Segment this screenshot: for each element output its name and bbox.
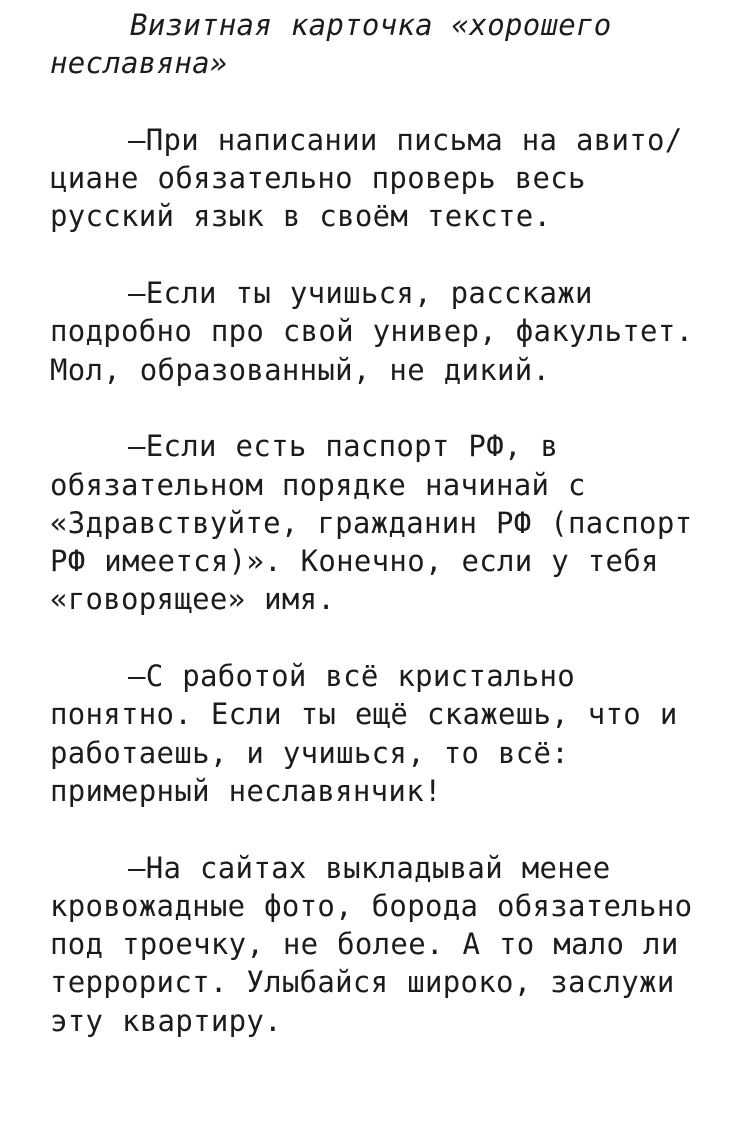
paragraph-passport: —Если есть паспорт РФ, в обязательном порядке начинай с «Здравствуйте, гражданин РФ (паспорт РФ имеется)». Конечно, если у тебя «говорящее» имя. bbox=[50, 429, 693, 617]
document-body bbox=[50, 6, 720, 1040]
paragraph-photos: —На сайтах выкладывай менее кровожадные фото, борода обязательно под троечку, не более. А то мало ли террорист. Улыбайся широко, заслужи эту квартиру. bbox=[50, 850, 693, 1038]
document-title: Визитная карточка «хорошего неславяна» bbox=[50, 8, 612, 81]
paragraph-spelling: —При написании письма на авито/циане обязательно проверь весь русский язык в своём тексте. bbox=[50, 122, 683, 234]
paragraph-work: —С работой всё кристально понятно. Если ты ещё скажешь, что и работаешь, и учишься, то всё: примерный неславянчик! bbox=[50, 659, 678, 808]
paragraph-studies: —Если ты учишься, расскажи подробно про свой универ, факультет. Мол, образованный, не дикий. bbox=[50, 276, 694, 387]
